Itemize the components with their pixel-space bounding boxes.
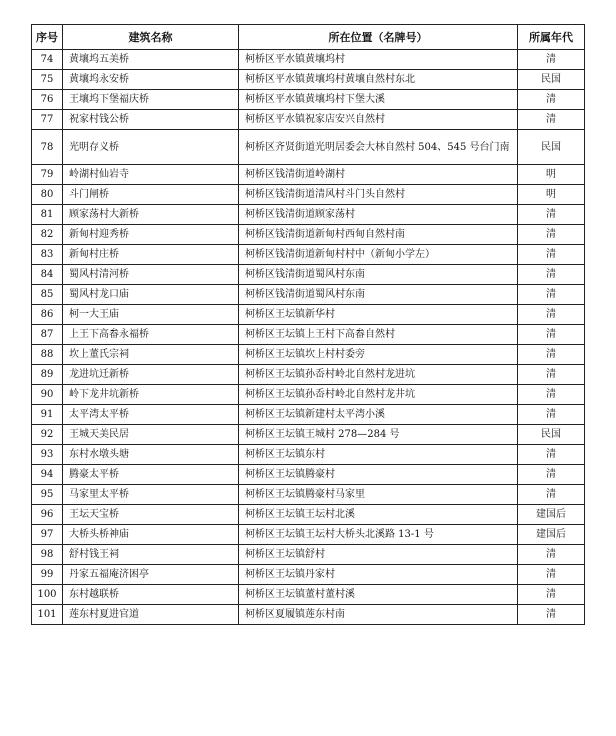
cell-serial-number: 78 [32, 130, 63, 165]
cell-era: 清 [518, 485, 585, 505]
cell-serial-number: 89 [32, 365, 63, 385]
cell-era: 清 [518, 565, 585, 585]
cell-era: 清 [518, 605, 585, 625]
cell-building-name: 斗门闸桥 [63, 185, 239, 205]
cell-serial-number: 80 [32, 185, 63, 205]
cell-building-name: 东村水墩头塘 [63, 445, 239, 465]
cell-serial-number: 77 [32, 110, 63, 130]
table-row [32, 110, 585, 130]
cell-building-name: 黄壤坞五美桥 [63, 50, 239, 70]
cell-building-name: 蜀风村龙口庙 [63, 285, 239, 305]
cell-location: 柯桥区王坛镇董村董村溪 [239, 585, 518, 605]
cell-building-name: 莲东村夏进官道 [63, 605, 239, 625]
header-serial-number: 序号 [32, 25, 63, 50]
cell-location: 柯桥区平水镇祝家店安兴自然村 [239, 110, 518, 130]
cell-era: 民国 [518, 70, 585, 90]
cell-location: 柯桥区王坛镇坎上村村委旁 [239, 345, 518, 365]
cell-serial-number: 91 [32, 405, 63, 425]
cell-serial-number: 74 [32, 50, 63, 70]
cell-location: 柯桥区王坛镇孙岙村岭北自然村龙井坑 [239, 385, 518, 405]
cell-serial-number: 97 [32, 525, 63, 545]
cell-era: 清 [518, 50, 585, 70]
cell-location: 柯桥区平水镇黄壤坞村下堡大溪 [239, 90, 518, 110]
cell-location: 柯桥区钱清街道蜀风村东南 [239, 285, 518, 305]
table-row [32, 585, 585, 605]
cell-era: 清 [518, 405, 585, 425]
table-row [32, 445, 585, 465]
cell-location: 柯桥区王坛镇东村 [239, 445, 518, 465]
cell-serial-number: 86 [32, 305, 63, 325]
cell-serial-number: 85 [32, 285, 63, 305]
cell-building-name: 祝家村钱公桥 [63, 110, 239, 130]
cell-era: 清 [518, 345, 585, 365]
cell-era: 清 [518, 325, 585, 345]
cell-building-name: 太平湾太平桥 [63, 405, 239, 425]
cell-building-name: 新甸村庄桥 [63, 245, 239, 265]
cell-building-name: 腾豪太平桥 [63, 465, 239, 485]
header-era: 所属年代 [518, 25, 585, 50]
cell-era: 清 [518, 445, 585, 465]
cell-era: 清 [518, 365, 585, 385]
table-header-row [32, 25, 585, 50]
cell-serial-number: 92 [32, 425, 63, 445]
cell-era: 清 [518, 245, 585, 265]
table-row [32, 565, 585, 585]
table-row [32, 385, 585, 405]
cell-serial-number: 100 [32, 585, 63, 605]
cell-building-name: 王壤坞下堡福庆桥 [63, 90, 239, 110]
cell-serial-number: 81 [32, 205, 63, 225]
cell-serial-number: 83 [32, 245, 63, 265]
table-row [32, 525, 585, 545]
cell-serial-number: 88 [32, 345, 63, 365]
cell-location: 柯桥区夏履镇莲东村南 [239, 605, 518, 625]
table-row [32, 130, 585, 165]
cell-location: 柯桥区王坛镇腾豪村 [239, 465, 518, 485]
cell-building-name: 岭下龙井坑新桥 [63, 385, 239, 405]
cell-building-name: 光明存义桥 [63, 130, 239, 165]
cell-building-name: 舒村钱王祠 [63, 545, 239, 565]
cell-serial-number: 90 [32, 385, 63, 405]
cell-building-name: 丹家五福庵济困亭 [63, 565, 239, 585]
cell-era: 清 [518, 305, 585, 325]
cell-building-name: 柯一大王庙 [63, 305, 239, 325]
table-row [32, 50, 585, 70]
cell-serial-number: 93 [32, 445, 63, 465]
cell-location: 柯桥区钱清街道顾家荡村 [239, 205, 518, 225]
cell-building-name: 东村越联桥 [63, 585, 239, 605]
cell-building-name: 马家里太平桥 [63, 485, 239, 505]
table-row [32, 205, 585, 225]
cell-building-name: 岭湖村仙岩寺 [63, 165, 239, 185]
cell-location: 柯桥区王坛镇丹家村 [239, 565, 518, 585]
cell-location: 柯桥区王坛镇新华村 [239, 305, 518, 325]
table-row [32, 265, 585, 285]
cell-building-name: 新甸村迎秀桥 [63, 225, 239, 245]
cell-building-name: 顾家荡村大新桥 [63, 205, 239, 225]
cell-era: 民国 [518, 130, 585, 165]
cell-building-name: 大桥头桥神庙 [63, 525, 239, 545]
cell-serial-number: 84 [32, 265, 63, 285]
cell-building-name: 王坛天宝桥 [63, 505, 239, 525]
cell-building-name: 黄壤坞永安桥 [63, 70, 239, 90]
table-row [32, 245, 585, 265]
table-row [32, 605, 585, 625]
cell-serial-number: 99 [32, 565, 63, 585]
table-row [32, 305, 585, 325]
cell-location: 柯桥区王坛镇王城村 278—284 号 [239, 425, 518, 445]
cell-era: 清 [518, 205, 585, 225]
cell-location: 柯桥区平水镇黄壤坞村黄壤自然村东北 [239, 70, 518, 90]
table-row [32, 405, 585, 425]
table-row [32, 505, 585, 525]
cell-serial-number: 76 [32, 90, 63, 110]
cell-building-name: 蜀风村清河桥 [63, 265, 239, 285]
cell-era: 明 [518, 185, 585, 205]
cell-era: 清 [518, 385, 585, 405]
table-row [32, 165, 585, 185]
cell-era: 清 [518, 465, 585, 485]
table-row [32, 70, 585, 90]
header-building-name: 建筑名称 [63, 25, 239, 50]
cell-era: 建国后 [518, 505, 585, 525]
cell-building-name: 坎上董氏宗祠 [63, 345, 239, 365]
header-location: 所在位置（名牌号） [239, 25, 518, 50]
table-row [32, 545, 585, 565]
cell-serial-number: 82 [32, 225, 63, 245]
cell-location: 柯桥区钱清街道岭湖村 [239, 165, 518, 185]
cell-location: 柯桥区钱清街道新甸村西甸自然村南 [239, 225, 518, 245]
cell-building-name: 上王下高畚永福桥 [63, 325, 239, 345]
cell-building-name: 王城天美民居 [63, 425, 239, 445]
cell-location: 柯桥区王坛镇王坛村大桥头北溪路 13-1 号 [239, 525, 518, 545]
cell-location: 柯桥区钱清街道新甸村村中（新甸小学左） [239, 245, 518, 265]
table-row [32, 465, 585, 485]
cell-location: 柯桥区齐贤街道光明居委会大林自然村 504、545 号台门南 [239, 130, 518, 165]
cell-location: 柯桥区钱清街道蜀风村东南 [239, 265, 518, 285]
cell-era: 民国 [518, 425, 585, 445]
cell-location: 柯桥区平水镇黄壤坞村 [239, 50, 518, 70]
cell-serial-number: 96 [32, 505, 63, 525]
cell-building-name: 龙进坑迁新桥 [63, 365, 239, 385]
cell-serial-number: 95 [32, 485, 63, 505]
cell-serial-number: 101 [32, 605, 63, 625]
cell-era: 清 [518, 585, 585, 605]
table-row [32, 425, 585, 445]
cell-era: 清 [518, 90, 585, 110]
table-row [32, 485, 585, 505]
cell-serial-number: 98 [32, 545, 63, 565]
cell-location: 柯桥区王坛镇腾豪村马家里 [239, 485, 518, 505]
cell-era: 清 [518, 545, 585, 565]
cell-location: 柯桥区王坛镇新建村太平湾小溪 [239, 405, 518, 425]
cell-era: 清 [518, 110, 585, 130]
table-row [32, 225, 585, 245]
cell-location: 柯桥区王坛镇王坛村北溪 [239, 505, 518, 525]
cell-era: 建国后 [518, 525, 585, 545]
cell-location: 柯桥区钱清街道清风村斗门头自然村 [239, 185, 518, 205]
table-row [32, 185, 585, 205]
cell-serial-number: 79 [32, 165, 63, 185]
cell-location: 柯桥区王坛镇孙岙村岭北自然村龙进坑 [239, 365, 518, 385]
cell-era: 明 [518, 165, 585, 185]
table-row [32, 365, 585, 385]
cell-location: 柯桥区王坛镇舒村 [239, 545, 518, 565]
cell-era: 清 [518, 285, 585, 305]
table-row [32, 325, 585, 345]
cell-serial-number: 87 [32, 325, 63, 345]
table-row [32, 345, 585, 365]
cell-era: 清 [518, 225, 585, 245]
cell-serial-number: 75 [32, 70, 63, 90]
cell-location: 柯桥区王坛镇上王村下高畚自然村 [239, 325, 518, 345]
table-row [32, 90, 585, 110]
heritage-buildings-table [31, 24, 585, 625]
cell-era: 清 [518, 265, 585, 285]
cell-serial-number: 94 [32, 465, 63, 485]
table-row [32, 285, 585, 305]
